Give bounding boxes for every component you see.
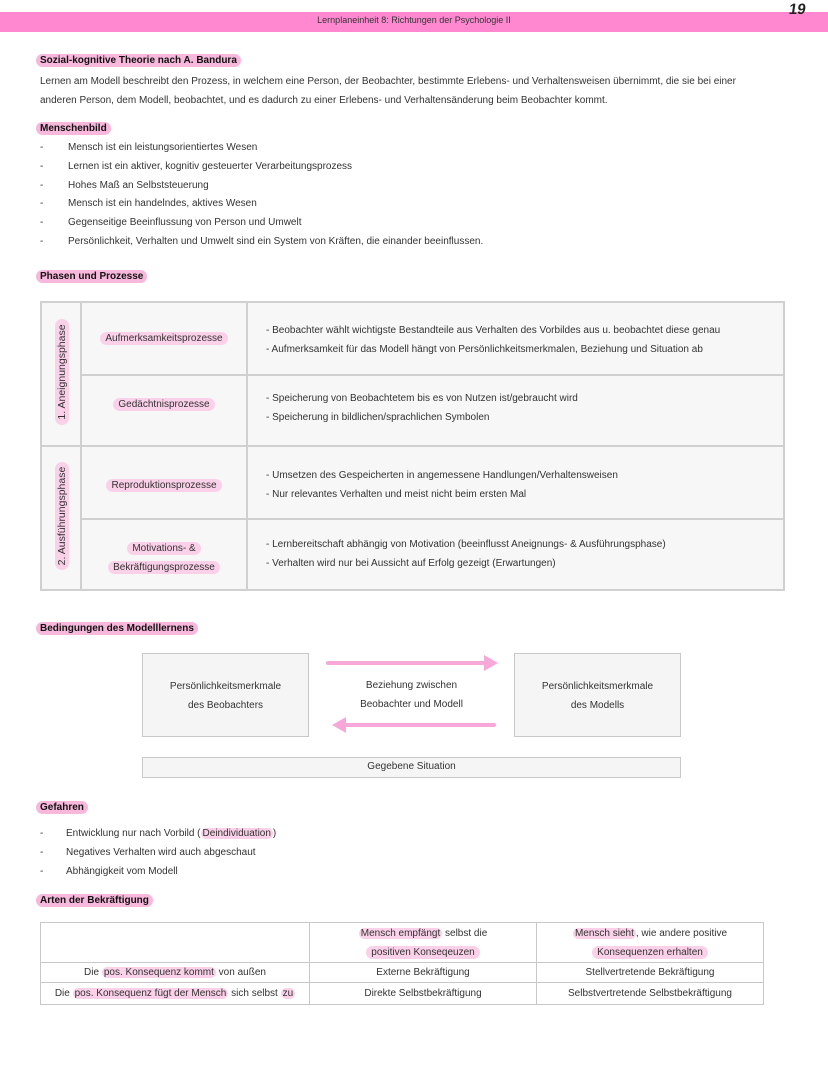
bekraeftigung-table (40, 922, 764, 1005)
table-row (41, 983, 764, 1005)
process-label: Reproduktionsprozesse (82, 480, 246, 491)
table-cell: Externe Bekräftigung (310, 963, 537, 983)
section-heading-bandura: Sozial-kognitive Theorie nach A. Bandura (36, 55, 241, 66)
table-cell: Direkte Selbstbekräftigung (310, 983, 537, 1005)
bullet-dash: - (40, 198, 44, 209)
table-cell (41, 923, 310, 963)
list-item: Gegenseitige Beeinflussung von Person und Umwelt (68, 217, 302, 228)
table-cell: Die pos. Konsequenz fügt der Mensch sich selbst zu (41, 983, 310, 1005)
list-item: Mensch ist ein leistungsorientiertes Wesen (68, 142, 258, 153)
list-item: Abhängigkeit vom Modell (66, 866, 178, 877)
relation-arrows (320, 652, 510, 738)
box-beobachter: Persönlichkeitsmerkmale des Beobachters (142, 653, 309, 737)
bullet-dash: - (40, 142, 44, 153)
arrow-left-icon (332, 717, 494, 733)
table-row (41, 963, 764, 983)
process-description: - Speicherung von Beobachtetem bis es von Nutzen ist/gebraucht wird - Speicherung in bildlichen/sprachlichen Symbolen (266, 393, 578, 423)
header-bar (0, 12, 828, 32)
section-heading-gefahren: Gefahren (36, 802, 88, 813)
relation-label: Beziehung zwischen Beobachter und Modell (360, 680, 463, 710)
process-label: Aufmerksamkeitsprozesse (82, 333, 246, 344)
arrow-right-icon (328, 655, 498, 671)
bullet-dash: - (40, 236, 44, 247)
page-header-title: Lernplaneinheit 8: Richtungen der Psychologie II (317, 15, 511, 25)
section-heading-menschenbild: Menschenbild (36, 123, 111, 134)
table-cell: Selbstvertretende Selbstbekräftigung (537, 983, 764, 1005)
table-header-cell: Mensch sieht , wie andere positive Konsequenzen erhalten (537, 923, 764, 963)
section-heading-phasen: Phasen und Prozesse (36, 271, 147, 282)
process-description: - Lernbereitschaft abhängig von Motivation (beeinflusst Aneignungs- & Ausführungsphase) - Verhalten wird nur bei Aussicht auf Erfolg gezeigt (Erwartungen) (266, 539, 666, 569)
bullet-dash: - (40, 180, 44, 191)
list-item: Hohes Maß an Selbststeuerung (68, 180, 209, 191)
box-modell: Persönlichkeitsmerkmale des Modells (514, 653, 681, 737)
box-situation: Gegebene Situation (142, 757, 681, 778)
table-header-cell: Mensch empfängt selbst die positiven Konseqeuzen (310, 923, 537, 963)
list-item: Negatives Verhalten wird auch abgeschaut (66, 847, 256, 858)
list-item: Entwicklung nur nach Vorbild ( Deindividuation ) (66, 828, 277, 839)
process-description: - Umsetzen des Gespeicherten in angemessene Handlungen/Verhaltensweisen - Nur relevantes Verhalten und meist nicht beim ersten Mal (266, 470, 618, 500)
page-number: 19 (788, 1, 808, 18)
phase-label-ausfuehrung: 2. Ausführungsphase (56, 456, 68, 576)
divider (42, 445, 783, 447)
phasen-table (40, 301, 785, 591)
table-cell: Stellvertretende Bekräftigung (537, 963, 764, 983)
table-row (41, 923, 764, 963)
list-item: Mensch ist ein handelndes, aktives Wesen (68, 198, 257, 209)
list-item: Persönlichkeit, Verhalten und Umwelt sind ein System von Kräften, die einander beeinflussen. (68, 236, 484, 247)
table-cell: Die pos. Konsequenz kommt von außen (41, 963, 310, 983)
divider (80, 374, 783, 376)
section-heading-arten: Arten der Bekräftigung (36, 895, 153, 906)
bullet-dash: - (40, 161, 44, 172)
process-label: Motivations- & Bekräftigungsprozesse (82, 539, 246, 577)
bullet-dash: - (40, 866, 44, 877)
process-description: - Beobachter wählt wichtigste Bestandteile aus Verhalten des Vorbildes aus u. beobachtet diese genau - Aufmerksamkeit für das Modell hängt von Persönlichkeitsmerkmalen, Beziehung und Situation ab (266, 325, 721, 355)
bullet-dash: - (40, 847, 44, 858)
divider (80, 518, 783, 520)
bullet-dash: - (40, 217, 44, 228)
list-item: Lernen ist ein aktiver, kognitiv gesteuerter Verarbeitungsprozess (68, 161, 353, 172)
section-heading-bedingungen: Bedingungen des Modelllernens (36, 623, 198, 634)
bullet-dash: - (40, 828, 44, 839)
phase-label-aneignung: 1. Aneignungsphase (56, 312, 68, 432)
process-label: Gedächtnisprozesse (82, 399, 246, 410)
bandura-definition: Lernen am Modell beschreibt den Prozess, in welchem eine Person, der Beobachter, bestimmte Erlebens- und Verhaltensweisen übernimmt, die sie bei einer anderen Person, dem Modell, beobachtet, und es dadurch zu einer Erlebens- und Verhaltensänderung beim Beobachter kommt. (40, 76, 736, 106)
